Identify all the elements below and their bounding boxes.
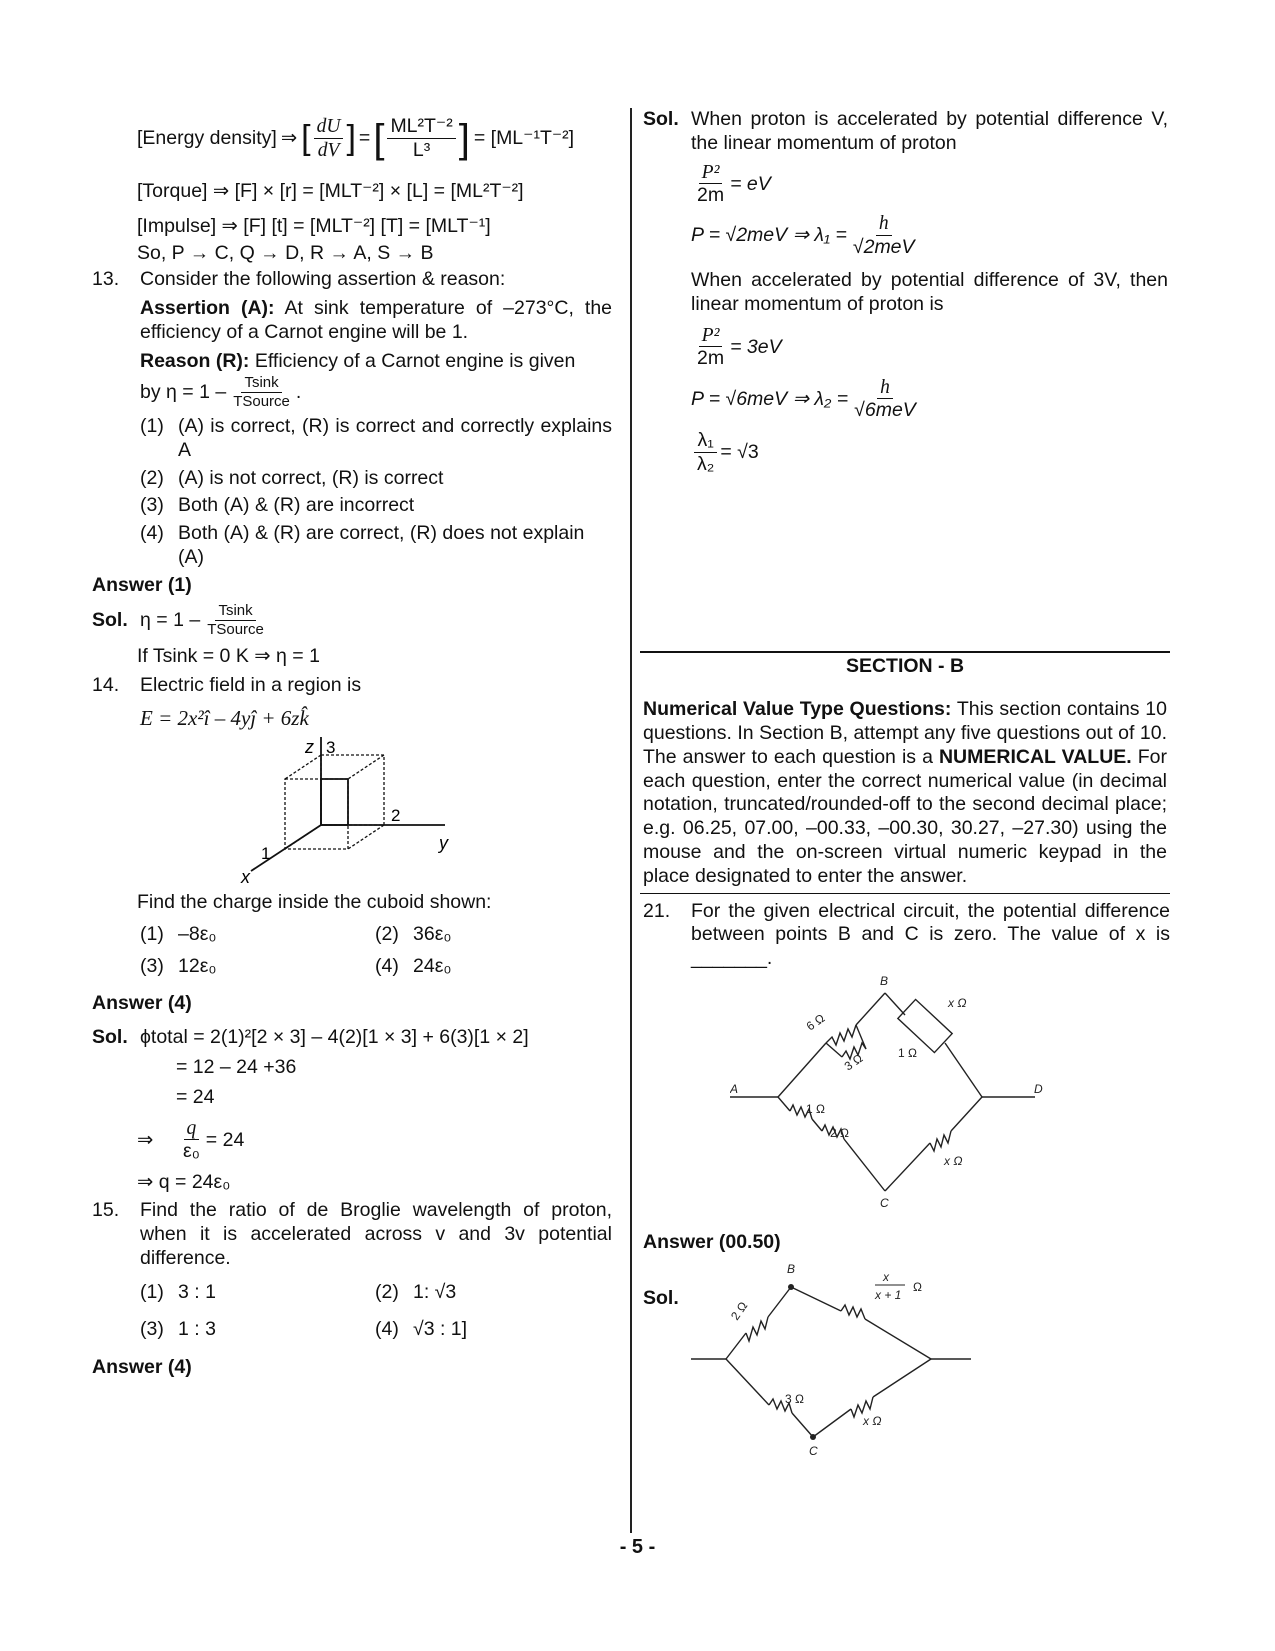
option-number: (2) [375, 1280, 399, 1303]
section-b-intro-bold: Numerical Value Type Questions: [643, 698, 952, 721]
sol-node-b-dot [788, 1284, 794, 1290]
q15-answer: Answer (4) [92, 1356, 192, 1379]
option-text: 24ε₀ [413, 954, 452, 977]
energy-density-den2: L³ [412, 138, 431, 161]
cuboid-diagram [217, 737, 517, 887]
sol15-eq4-lhs: P = √6meV ⇒ λ₂ = [691, 387, 849, 410]
q13-options [92, 415, 612, 570]
sol-label-3-ohm: 3 Ω [785, 1391, 804, 1406]
q14-option-2[interactable] [375, 923, 610, 947]
option-text: Both (A) & (R) are correct, (R) does not explain (A) [178, 522, 585, 568]
q14-sol-line1: ϕtotal = 2(1)²[2 × 3] – 4(2)[1 × 3] + 6(3)[1 × 2] [140, 1026, 529, 1049]
q14-sol-line2: = 12 – 24 +36 [176, 1056, 297, 1079]
q14-option-3[interactable] [140, 955, 375, 979]
wire-a-b [778, 1043, 826, 1097]
sol15-label: Sol. [643, 108, 679, 130]
q21-answer: Answer (00.50) [643, 1230, 781, 1253]
sol15-eq5-den: λ₂ [697, 452, 715, 475]
q13-assertion-text: At sink temperature of –273°C, the efficiency of a Carnot engine will be 1. [140, 297, 613, 343]
q13-reason-text: Efficiency of a Carnot engine is given [254, 349, 576, 372]
q13-by-text: by η = 1 – [140, 381, 227, 404]
sol-wire-b-d-2 [865, 1319, 931, 1359]
energy-density-line: [Energy density] ⇒ [ $\frac{dU}{dV}$ ] = [ $\frac{\text{ML²T⁻²}}{\text{L³}}$ ] = [ML⁻¹T⁻²] [137, 115, 575, 161]
question-14 [92, 674, 612, 731]
option-number: (3) [140, 1318, 164, 1341]
q14-sol-line4-pre: ⇒ [137, 1128, 154, 1151]
q21-solution-circuit [691, 1261, 991, 1461]
q13-sol-frac-den: TSource [207, 620, 264, 638]
node-b-label: B [880, 974, 889, 988]
label-2-ohm: 2 Ω [830, 1125, 849, 1140]
q15-solution [643, 108, 1168, 476]
cuboid-edge [348, 755, 384, 779]
axis-x-label: x [241, 867, 250, 888]
q14-sol-line4-post: = 24 [205, 1128, 245, 1151]
q13-stem: Consider the following assertion & reason: [140, 268, 506, 291]
option-text: √3 : 1] [413, 1318, 468, 1341]
option-number: (3) [140, 494, 164, 517]
q13-option-3[interactable] [92, 494, 612, 518]
q13-sol-eq: η = 1 – [140, 609, 201, 632]
section-b-title: SECTION - B [640, 651, 1170, 679]
question-21 [640, 900, 1170, 971]
energy-density-num2: ML²T⁻² [387, 116, 455, 138]
sol15-eq1-num: P² [699, 162, 723, 184]
q15-options [92, 1281, 612, 1343]
option-text: 3 : 1 [178, 1280, 216, 1303]
sol-wire-b-d [791, 1287, 841, 1311]
label-6-ohm: 6 Ω [803, 1010, 828, 1034]
wire-c-d [885, 1143, 930, 1191]
q13-frac-num: Tsink [241, 375, 281, 393]
label-1-ohm-bottom: 1 Ω [806, 1101, 825, 1116]
label-3-ohm: 3 Ω [841, 1050, 866, 1074]
q14-sol-label: Sol. [92, 1026, 128, 1049]
sol-wire-a-c [726, 1359, 769, 1405]
sol15-eq5-rhs: = √3 [720, 441, 759, 464]
wire-a-c [778, 1097, 790, 1111]
sol-label-x-ohm: x Ω [863, 1413, 882, 1428]
axis-y-label: y [439, 833, 448, 854]
q14-stem: Electric field in a region is [140, 673, 362, 696]
question-15 [92, 1199, 612, 1270]
q21-solution [640, 1261, 1170, 1461]
resistor-x-ohm-bottom [930, 1131, 951, 1151]
parallel-box [898, 999, 952, 1052]
sol15-eq3-rhs: = 3eV [730, 335, 782, 358]
sol15-eq2-num: h [876, 213, 892, 235]
wire-parallel [826, 1043, 842, 1057]
question-13: 13. Consider the following assertion & reason: Assertion (A): At sink temperature of –273°C, the efficiency of a Carnot engine will be 1. Reason (R): Efficiency of a Carnot engine is given by η = 1 – $\frac{Tsink}{\text{TSource}}$ . [92, 268, 613, 410]
wire-a-b-2 [856, 993, 885, 1025]
sol-wire-a-b [726, 1333, 746, 1359]
q21-stem: For the given electrical circuit, the potential difference between points B and C is zero. The value of x is _______. [691, 899, 1170, 970]
column-divider [630, 108, 632, 1533]
energy-density-num1: dU [314, 116, 344, 138]
q14-find-text: Find the charge inside the cuboid shown: [137, 891, 492, 914]
option-number: (1) [140, 922, 164, 945]
sol15-eq2-den: √2meV [852, 235, 915, 258]
sol-wire-a-c-2 [792, 1413, 813, 1437]
sol15-eq1-rhs: = eV [730, 172, 771, 195]
q15-option-3[interactable] [140, 1318, 375, 1342]
q15-stem: Find the ratio of de Broglie wavelength of proton, when it is accelerated across v and 3v potential difference. [140, 1199, 612, 1269]
q15-option-2[interactable] [375, 1281, 610, 1305]
sol-label-top-den: x + 1 [875, 1287, 902, 1302]
wire-c-d-2 [951, 1097, 982, 1131]
option-number: (1) [140, 1280, 164, 1303]
q15-option-4[interactable] [375, 1318, 610, 1342]
cuboid-edge [285, 825, 321, 849]
option-text: (A) is not correct, (R) is correct [178, 466, 444, 489]
sol15-intro: When proton is accelerated by potential difference V, the linear momentum of proton [691, 108, 1168, 154]
page-number: - 5 - [619, 1536, 656, 1558]
q14-number: 14. [92, 673, 120, 696]
left-column [92, 108, 612, 1380]
label-x-ohm-top: x Ω [948, 995, 967, 1010]
torque-line: [Torque] ⇒ [F] × [r] = [MLT⁻²] × [L] = [ML²T⁻²] [137, 180, 524, 202]
q21-number: 21. [643, 899, 671, 922]
q13-reason-label: Reason (R): [140, 349, 250, 372]
q15-number: 15. [92, 1199, 120, 1222]
match-line: So, P → C, Q → D, R → A, S → B [137, 241, 434, 264]
q13-option-1[interactable] [92, 415, 612, 463]
option-text: 1: √3 [413, 1280, 457, 1303]
node-a-label: A [730, 1081, 739, 1096]
q13-sol-frac-num: Tsink [215, 603, 255, 621]
option-text: 12ε₀ [178, 954, 217, 977]
tick-2-label: 2 [391, 806, 401, 826]
q21-sol-label: Sol. [643, 1286, 679, 1309]
section-b-intro-text1: This section contains 10 questions. In Section B, attempt any five questions out of 10. The answer to each question is a [643, 698, 1168, 768]
sol-resistor-x-over [841, 1305, 865, 1319]
q14-solution [92, 1026, 612, 1195]
q13-option-2[interactable] [92, 467, 612, 491]
q13-sol-label: Sol. [92, 609, 128, 632]
q13-frac-den: TSource [233, 392, 290, 410]
option-text: (A) is correct, (R) is correct and correctly explains A [178, 414, 612, 461]
q14-options [92, 923, 612, 979]
q14-sol-line4-num: q [184, 1118, 200, 1140]
sol-wire-c-d [813, 1409, 851, 1437]
sol-label-top-num: x [883, 1269, 889, 1284]
option-text: –8ε₀ [178, 922, 217, 945]
option-text: Both (A) & (R) are incorrect [178, 494, 415, 517]
cuboid-front-face [285, 779, 348, 849]
sol-node-b-label: B [787, 1261, 796, 1276]
section-b-intro-text2: For each question, enter the correct numerical value (in decimal notation, truncated/rounded-off to the second decimal place; e.g. 06.25, 07.00, –00.33, –00.30, 30.27, –27.30) using the mouse and the on-screen virtual numeric keypad in the place designated to enter the answer. [643, 745, 1168, 887]
impulse-line: [Impulse] ⇒ [F] [t] = [MLT⁻²] [T] = [MLT⁻¹] [137, 214, 491, 237]
wire-a-c-2 [812, 1119, 822, 1131]
option-number: (4) [375, 954, 399, 977]
q15-option-1[interactable] [140, 1281, 375, 1305]
sol-node-c-dot [810, 1434, 816, 1440]
option-number: (4) [375, 1318, 399, 1341]
energy-density-result: = [ML⁻¹T⁻²] [473, 127, 575, 150]
sol15-eq1-den: 2m [697, 184, 725, 206]
q14-option-1[interactable] [140, 923, 375, 947]
option-number: (3) [140, 954, 164, 977]
node-d-label: D [1034, 1081, 1043, 1096]
sol15-eq3-num: P² [699, 325, 723, 347]
cuboid-back-face [321, 755, 384, 825]
sol15-eq4-num: h [877, 377, 893, 399]
q14-answer: Answer (4) [92, 992, 192, 1015]
sol-node-c-label: C [809, 1443, 818, 1458]
energy-density-label: [Energy density] [137, 127, 277, 150]
q13-option-4[interactable] [92, 522, 612, 570]
q21-circuit-diagram [730, 975, 1050, 1225]
q14-sol-line4-den: ε₀ [183, 1140, 200, 1163]
resistor-6-ohm [826, 1025, 856, 1045]
option-number: (2) [140, 466, 164, 489]
tick-1-label: 1 [261, 844, 271, 864]
node-c-label: C [880, 1195, 889, 1210]
q13-answer: Answer (1) [92, 573, 192, 596]
wire-a-c-3 [844, 1139, 885, 1191]
energy-density-den1: dV [317, 139, 340, 161]
q14-sol-line5: ⇒ q = 24ε₀ [137, 1171, 231, 1194]
option-number: (1) [140, 414, 164, 437]
q13-sol-note: If Tsink = 0 K ⇒ η = 1 [137, 644, 320, 667]
label-x-ohm-bottom: x Ω [944, 1153, 963, 1168]
sol15-eq3-den: 2m [697, 347, 725, 370]
q13-solution [92, 603, 612, 639]
wire-b-d-2 [945, 1043, 982, 1097]
section-b-rule [640, 893, 1170, 894]
sol15-eq2-lhs: P = √2meV ⇒ λ₁ = [691, 224, 847, 247]
sol-wire-a-b-2 [768, 1287, 791, 1317]
q13-assertion-label: Assertion (A): [140, 297, 275, 320]
tick-3-label: 3 [326, 738, 336, 758]
sol-label-2-ohm: 2 Ω [727, 1298, 751, 1323]
sol15-mid-text: When accelerated by potential difference of 3V, then linear momentum of proton is [691, 269, 1168, 315]
section-b [640, 651, 1170, 1461]
cuboid-edge [348, 825, 384, 849]
wire-b-d [885, 993, 905, 1015]
sol15-eq4-den: √6meV [854, 399, 916, 422]
option-text: 36ε₀ [413, 922, 452, 945]
sol-wire-c-d-2 [873, 1359, 931, 1397]
option-number: (2) [375, 922, 399, 945]
option-number: (4) [140, 522, 164, 545]
sol-label-top-unit: Ω [913, 1279, 922, 1294]
q14-field-eq: E = 2x²î – 4yĵ + 6zk̂ [140, 705, 309, 730]
q13-number: 13. [92, 268, 120, 291]
axis-z-label: z [305, 737, 314, 758]
sol15-eq5-num: λ₁ [694, 430, 716, 452]
cuboid-edge [285, 755, 321, 779]
section-b-intro-bold2: NUMERICAL VALUE. [938, 745, 1132, 768]
sol-resistor-2-ohm [746, 1317, 768, 1341]
option-text: 1 : 3 [178, 1318, 216, 1341]
q14-option-4[interactable] [375, 955, 610, 979]
right-column [643, 108, 1170, 1458]
q14-sol-line3: = 24 [176, 1085, 215, 1108]
label-1-ohm-top: 1 Ω [898, 1045, 917, 1060]
